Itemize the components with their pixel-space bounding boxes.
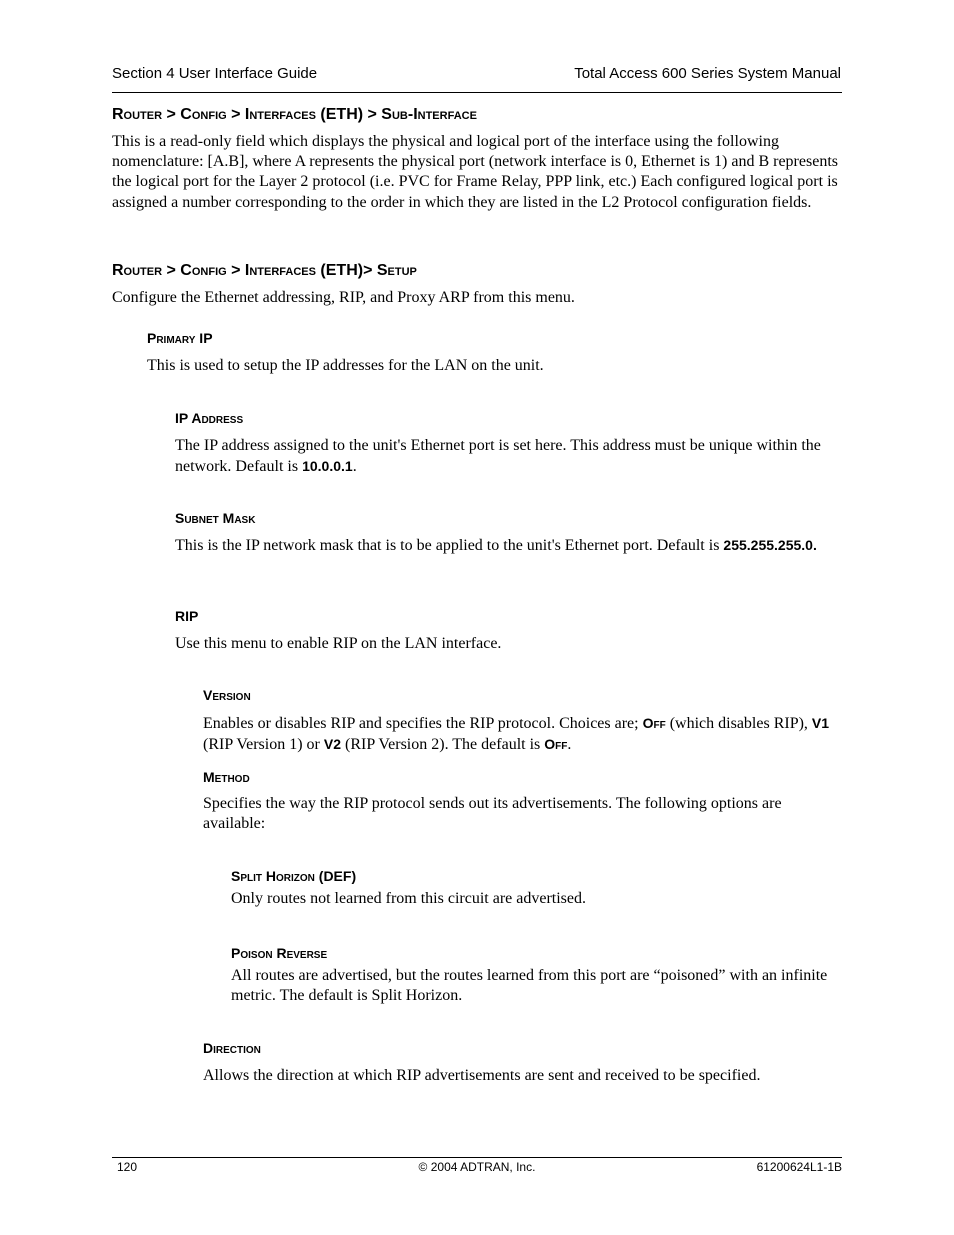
paragraph-split-horizon: Only routes not learned from this circuit are advertised. [231,890,586,907]
page-number: 120 [117,1160,138,1174]
paragraph-method: Specifies the way the RIP protocol sends out its advertisements. The following options are available: [203,795,782,833]
header-manual-title: Total Access 600 Series System Manual [574,65,841,82]
paragraph-setup: Configure the Ethernet addressing, RIP, and Proxy ARP from this menu. [112,289,575,306]
version-option-off: Off [642,715,666,731]
subnet-mask-default: 255.255.255.0. [723,537,817,553]
version-text-4: (RIP Version 2). The default is [341,736,545,754]
heading-version: Version [203,687,251,703]
heading-primary-ip: Primary IP [147,330,213,346]
heading-poison-reverse: Poison Reverse [231,945,328,961]
header-section-title: Section 4 User Interface Guide [112,65,318,82]
paragraph-sub-interface: This is a read-only field which displays the physical and logical port of the interface using the following nomenclature: [A.B], where A represents the physical port (network interface is 0, Ethernet is 1) and B represents the logical port for the Layer 2 protocol (i.e. PVC for Frame Relay, PPP link, etc.) Each configured logical port is assigned a number corresponding to the order in which they are listed in the L2 Protocol configuration fields. [112,133,838,211]
paragraph-subnet-mask [175,535,842,556]
paragraph-primary-ip: This is used to setup the IP addresses for the LAN on the unit. [147,357,544,374]
version-option-v1: V1 [811,715,830,731]
version-text-1: Enables or disables RIP and specifies the RIP protocol. Choices are; [203,715,643,732]
version-option-v2: V2 [323,736,342,753]
ip-address-period: . [352,458,357,476]
paragraph-version [203,713,842,755]
heading-direction: Direction [203,1040,261,1056]
version-text-5: . [567,736,572,754]
ip-address-default: 10.0.0.1 [302,458,353,475]
version-default-off: Off [544,736,568,753]
heading-sub-interface: Router > Config > Interfaces (ETH) > Sub-Interface [112,106,477,123]
heading-subnet-mask: Subnet Mask [175,510,256,526]
paragraph-direction: Allows the direction at which RIP advertisements are sent and received to be specified. [203,1067,761,1084]
header-divider [112,92,842,93]
subnet-mask-text: This is the IP network mask that is to be applied to the unit's Ethernet port. Default is [175,537,724,554]
paragraph-ip-address [175,436,842,477]
heading-rip: RIP [175,608,199,624]
paragraph-poison-reverse: All routes are advertised, but the routes learned from this port are “poisoned” with an infinite metric. The default is Split Horizon. [231,967,828,1005]
heading-method: Method [203,769,250,785]
version-text-2: (which disables RIP), [665,715,812,732]
heading-ip-address: IP Address [175,410,244,426]
copyright: © 2004 ADTRAN, Inc. [418,1160,536,1174]
heading-setup: Router > Config > Interfaces (ETH)> Setup [112,262,417,279]
footer-divider [112,1157,842,1158]
ip-address-text: The IP address assigned to the unit's Ethernet port is set here. This address must be unique within the network. Default is [175,437,821,476]
heading-split-horizon: Split Horizon (DEF) [231,868,357,884]
document-number: 61200624L1-1B [756,1160,842,1174]
paragraph-rip: Use this menu to enable RIP on the LAN interface. [175,635,502,652]
version-text-3: (RIP Version 1) or [203,736,324,754]
